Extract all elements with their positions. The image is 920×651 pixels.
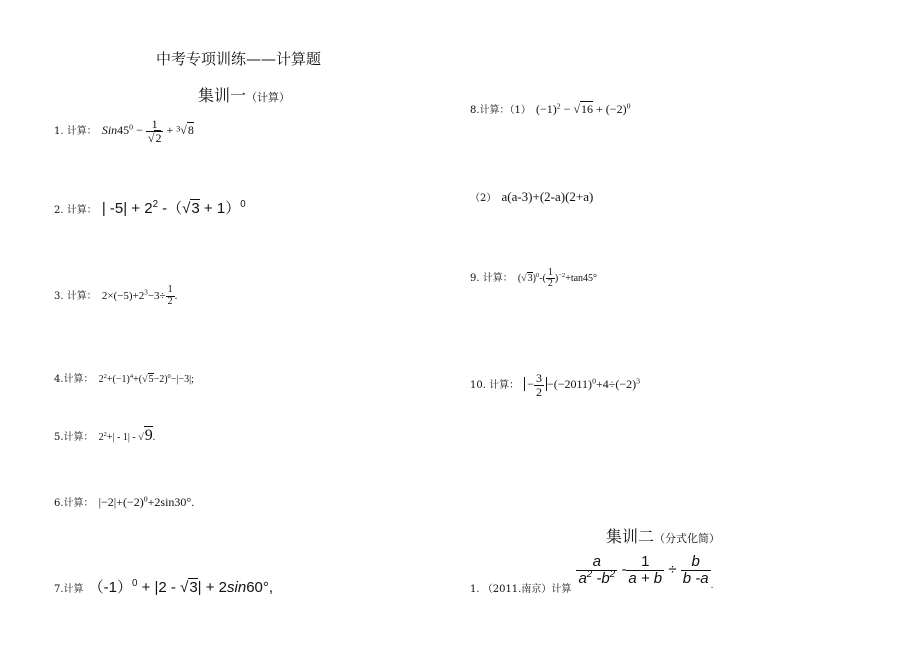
section2-problem-1 bbox=[470, 553, 714, 596]
problem-label: 9. 计算： bbox=[470, 273, 513, 284]
problem-2 bbox=[54, 197, 246, 218]
problem-expression: $2^2+| - 1| - √9$. bbox=[98, 427, 156, 444]
section-name: 集训一 bbox=[198, 86, 247, 105]
problem-expression: − $\frac{3}{2}$ $-(-2011)^0+4\div(-2)^3$ bbox=[524, 377, 640, 391]
problem-3 bbox=[54, 284, 177, 307]
problem-label: （2） bbox=[470, 193, 497, 204]
problem-expression: $2\times(-5)+2^3-3\div$ $\frac{1}{2}$ . bbox=[101, 284, 178, 307]
problem-label: 4.计算： bbox=[54, 374, 94, 385]
problem-10 bbox=[470, 372, 640, 398]
problem-label: 5.计算： bbox=[54, 432, 94, 443]
section-heading-1 bbox=[198, 83, 290, 106]
section-heading-2 bbox=[606, 524, 720, 547]
problem-5 bbox=[54, 425, 155, 445]
problem-label: 2. 计算： bbox=[54, 205, 97, 216]
problem-expression: $\frac{a}{a^2 -b^2}$ - $\frac{1}{a + b}$ ÷ $\frac{b}{b -a}$ $_.$ bbox=[578, 553, 714, 592]
section-note: （计算） bbox=[246, 91, 291, 104]
problem-label: 6.计算： bbox=[54, 498, 94, 509]
problem-label: 7.计算 bbox=[54, 584, 84, 595]
problem-expression: a(a-3)+(2-a)(2+a) bbox=[501, 189, 594, 204]
problem-label: 1. 计算： bbox=[54, 125, 97, 137]
problem-label: 8.计算：（1） bbox=[470, 105, 531, 116]
problem-expression: $(-1)^0 + |2 - √3| + 2\sin 60^\circ$, bbox=[88, 578, 274, 596]
problem-1 bbox=[54, 118, 194, 144]
problem-expression: | $-5| + 2^2$ $-(√3 + 1)^0$ bbox=[101, 199, 246, 217]
problem-6 bbox=[54, 491, 194, 510]
problem-expression: $2^2+(-1)^4+(√5-2)^0-|-3|$; bbox=[98, 373, 194, 385]
problem-expression: $|-2|+(-2)^0+2\sin 30^\circ$. bbox=[98, 494, 195, 509]
problem-8 bbox=[470, 98, 630, 117]
problem-9 bbox=[470, 266, 597, 290]
problem-expression: $Sin45^0$ − $\frac{1}{√2}$ + $^3$√8 bbox=[101, 117, 194, 145]
page-title: 中考专项训练——计算题 bbox=[156, 50, 322, 68]
problem-label: 1. （2011.南京）计算 bbox=[470, 584, 572, 596]
problem-expression: $(-1)^2 - √16 + (-2)^0$ bbox=[536, 101, 631, 116]
problem-4 bbox=[54, 367, 194, 386]
problem-7 bbox=[54, 576, 273, 597]
section-name: 集训二 bbox=[606, 527, 655, 546]
problem-8-part-2 bbox=[470, 186, 593, 205]
problem-label: 10. 计算： bbox=[470, 379, 520, 391]
problem-expression: $(√3)^0-$( $\frac{1}{2}$ )$^{-2}$+tan45° bbox=[517, 266, 598, 290]
section-note: （分式化简） bbox=[654, 532, 721, 545]
problem-label: 3. 计算： bbox=[54, 291, 97, 302]
